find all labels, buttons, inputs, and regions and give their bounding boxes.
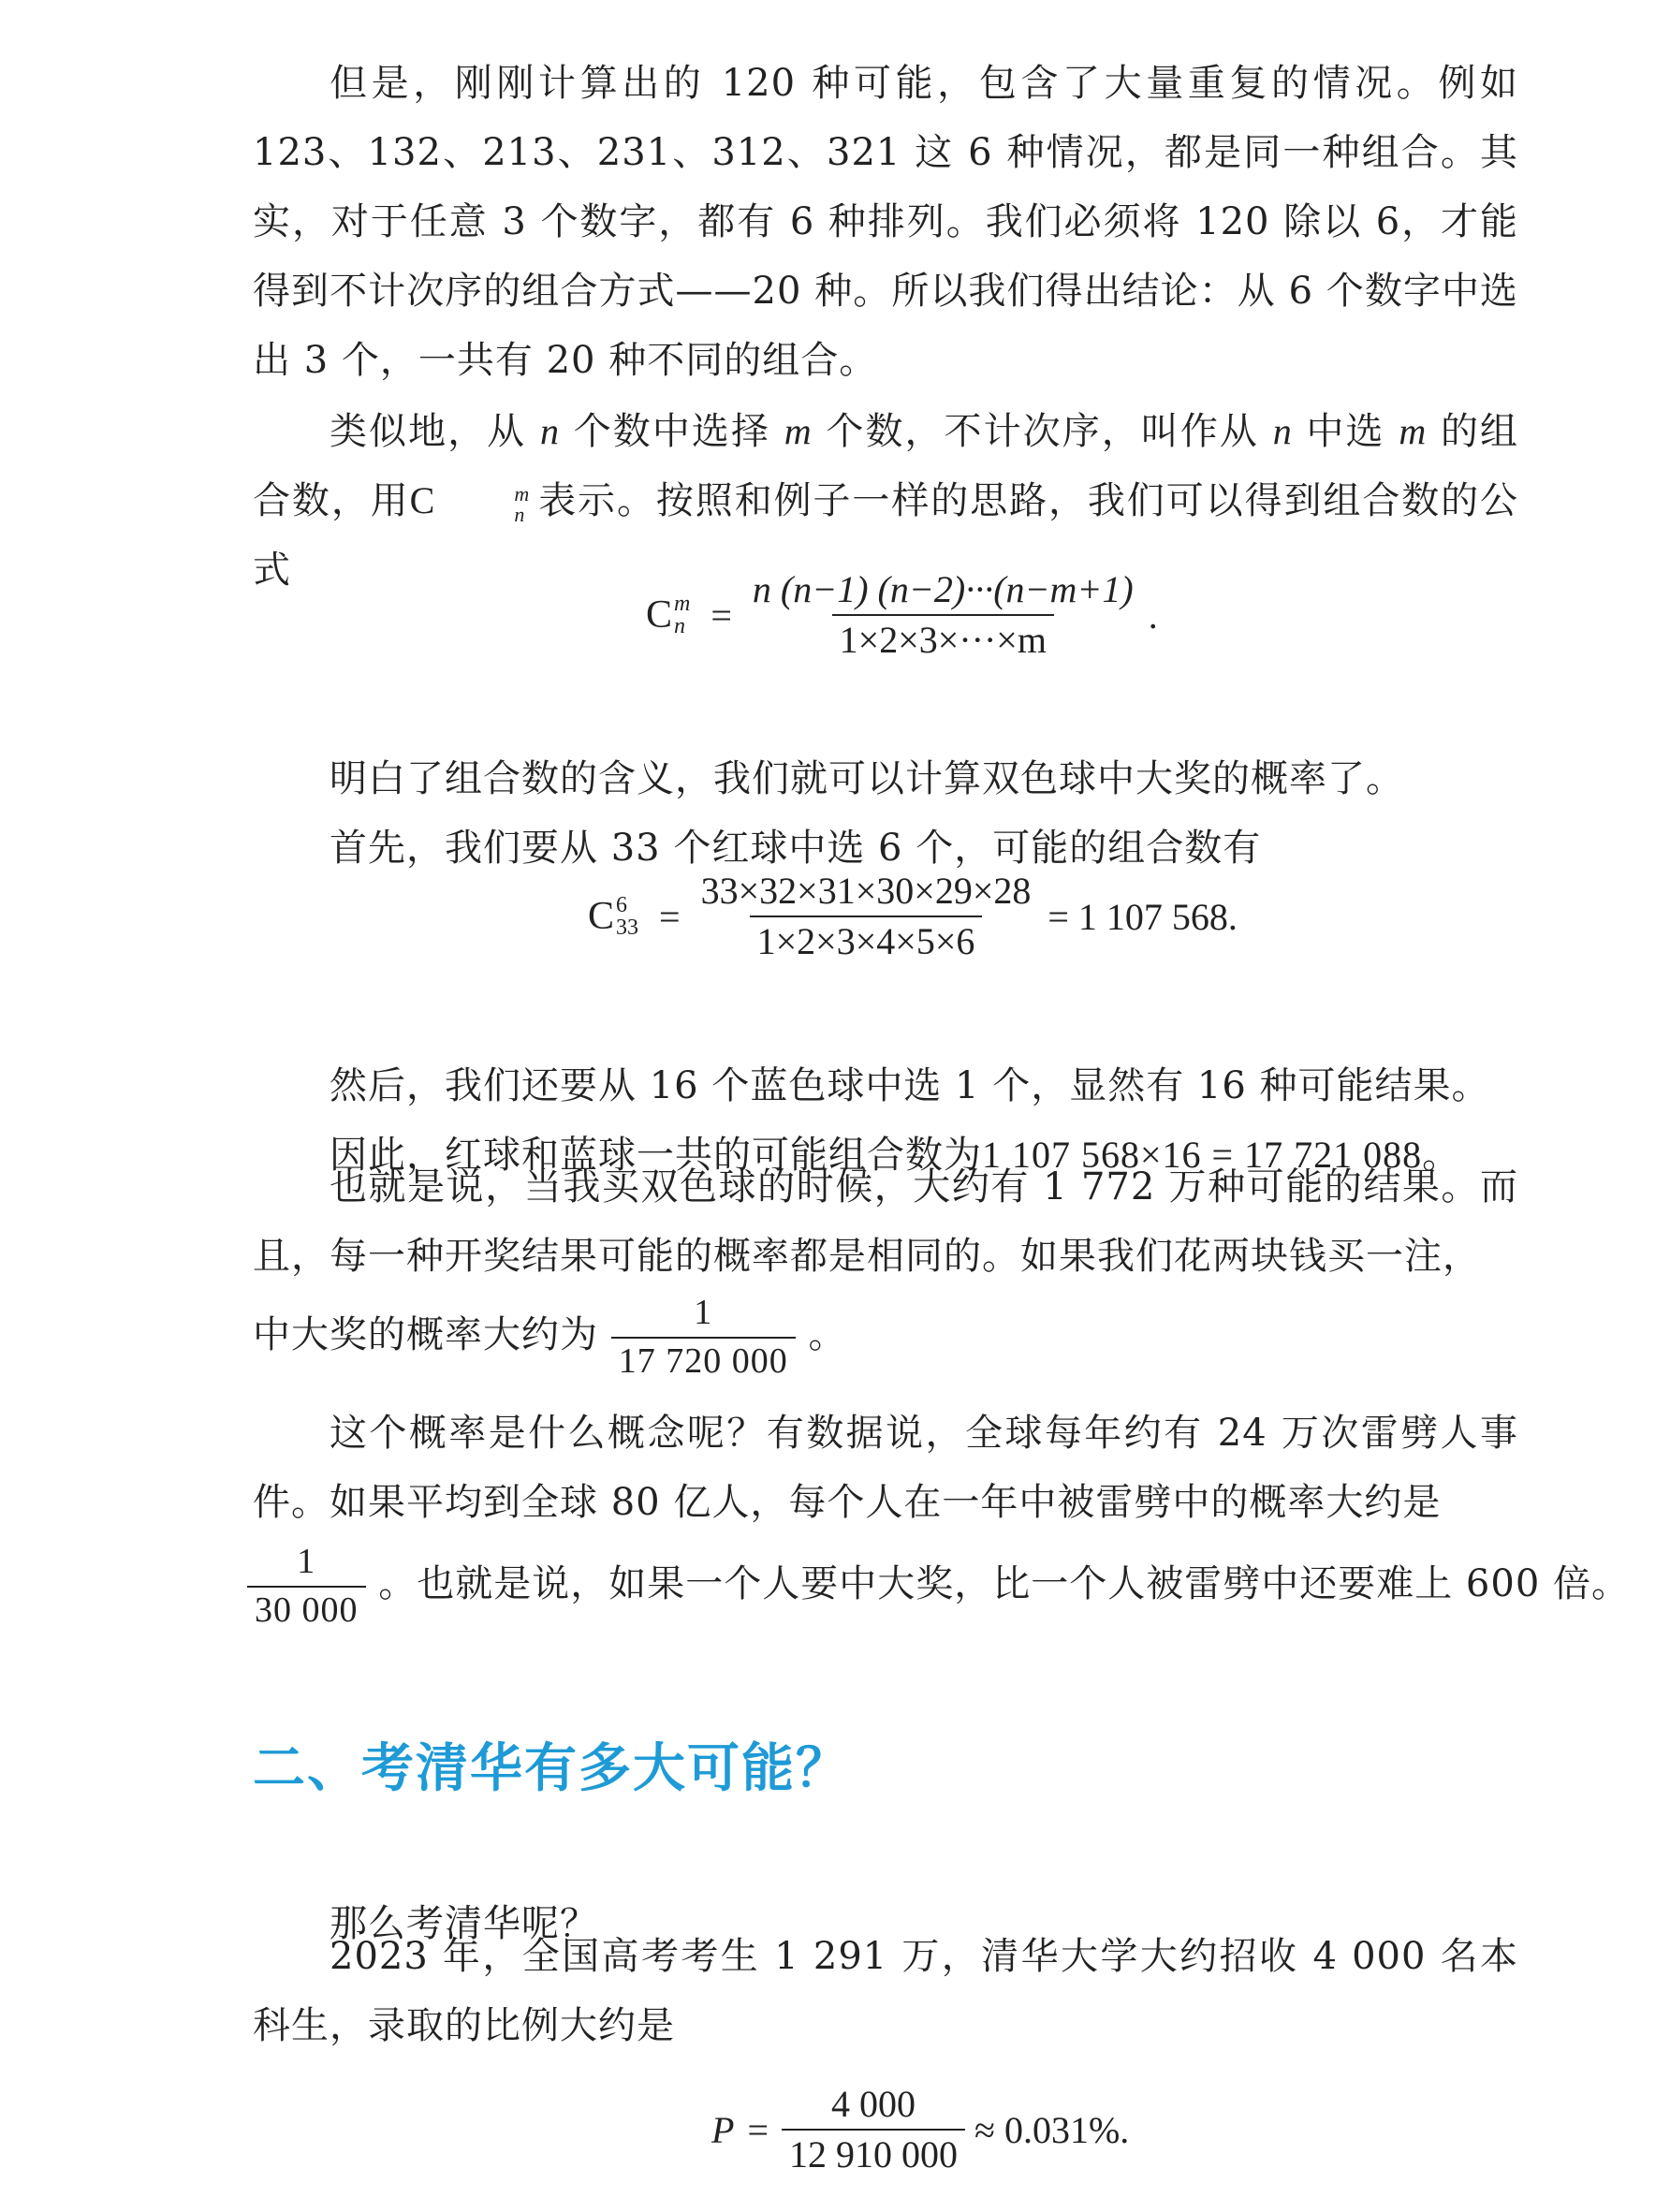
section-heading: 二、考清华有多大可能？ <box>253 1738 850 1799</box>
fraction-denominator: 12 910 000 <box>782 2129 965 2175</box>
fraction-denominator: 30 000 <box>247 1586 366 1631</box>
formula-result: = 1 107 568. <box>1047 895 1238 938</box>
fraction <box>745 569 1141 661</box>
paragraph-tsinghua-question: 那么考清华呢？ <box>330 1902 598 1945</box>
fraction-denominator: 17 720 000 <box>611 1337 796 1382</box>
paragraph-jackpot-probability <box>253 1294 846 1382</box>
variable-n: n <box>1272 410 1293 452</box>
fraction-denominator: 1×2×3×···×m <box>832 614 1054 661</box>
fraction <box>611 1294 796 1382</box>
variable-n: n <box>540 410 560 452</box>
text-segment: 因此，红球和蓝球一共的可能组合数为 <box>330 1134 982 1177</box>
fraction <box>247 1543 366 1631</box>
paragraph-meaning: 明白了组合数的含义，我们就可以计算双色球中大奖的概率了。 <box>330 757 1404 800</box>
paragraph-outcomes: 也就是说，当我买双色球的时候，大约有 1 772 万种可能的结果。而且，每一种开奖结果可能的概率都是相同的。如果我们花两块钱买一注， <box>253 1165 1518 1278</box>
text-segment: 中选 <box>1306 410 1385 453</box>
variable-m: m <box>1399 410 1428 452</box>
formula-c33 <box>588 871 1238 962</box>
formula-symbol: C <box>646 593 673 637</box>
formula-result: ≈ 0.031%. <box>974 2108 1130 2151</box>
fraction-numerator: n (n−1) (n−2)···(n−m+1) <box>752 568 1134 610</box>
formula-period: . <box>1148 593 1158 637</box>
paragraph-lightning: 这个概率是什么概念呢？有数据说，全球每年约有 24 万次雷劈人事件。如果平均到全球 80 亿人，每个人在一年中被雷劈中的概率大约是 <box>253 1412 1518 1524</box>
text-segment: 的组合数，用 <box>253 410 1519 522</box>
fraction-denominator: 1×2×3×4×5×6 <box>750 916 983 962</box>
formula-indices: m n <box>674 592 691 638</box>
fraction-numerator: 1 <box>694 1293 713 1332</box>
paragraph-admission: 2023 年，全国高考考生 1 291 万，清华大学大约招收 4 000 名本科生，录取的比例大约是 <box>253 1935 1518 2047</box>
text-segment: 个数中选择 <box>573 410 770 453</box>
equals-sign: = <box>659 895 681 938</box>
fraction <box>694 871 1039 962</box>
text-segment: 类似地，从 <box>330 410 527 453</box>
fraction-numerator: 1 <box>297 1542 316 1581</box>
text-segment: 。 <box>1422 1134 1461 1177</box>
fraction-numerator: 33×32×31×30×29×28 <box>700 870 1032 912</box>
inline-math: 1 107 568×16 = 17 721 088 <box>982 1134 1423 1176</box>
fraction <box>782 2084 965 2175</box>
text-segment: 个数，不计次序，叫作从 <box>826 410 1259 453</box>
equals-sign: = <box>747 2108 769 2151</box>
formula-indices: 6 33 <box>616 893 639 940</box>
equals-sign: = <box>710 593 732 637</box>
formula-combination <box>646 569 1158 661</box>
formula-admission-rate <box>711 2084 1129 2175</box>
inline-combination-symbol: C m n <box>409 479 531 526</box>
paragraph-red-balls: 首先，我们要从 33 个红球中选 6 个，可能的组合数有 <box>330 827 1262 870</box>
variable-m: m <box>784 410 813 452</box>
formula-symbol: C <box>588 895 615 938</box>
paragraph-combinations-intro: 但是，刚刚计算出的 120 种可能，包含了大量重复的情况。例如 123、132、213、231、312、321 这 6 种情况，都是同一种组合。其实，对于任意 3 个数字，都有 6 种排列。我们必须将 120 除以 6，才能得到不计次序的组合方式——20 种。所以我们得出结论：从 6 个数字中选出 3 个，一共有 20 种不同的组合。 <box>253 62 1518 382</box>
text-segment: 表示。按照和例子一样的思路，我们可以得到组合数的公式 <box>253 479 1519 592</box>
text-segment: 中大奖的概率大约为 <box>253 1312 598 1356</box>
text-segment: 。 <box>808 1312 847 1356</box>
paragraph-lightning-probability <box>247 1543 1630 1631</box>
text-segment: 。也就是说，如果一个人要中大奖，比一个人被雷劈中还要难上 600 倍。 <box>378 1561 1630 1605</box>
fraction-numerator: 4 000 <box>831 2083 916 2125</box>
formula-symbol: P <box>711 2108 735 2151</box>
paragraph-blue-balls: 然后，我们还要从 16 个蓝色球中选 1 个，显然有 16 种可能结果。 <box>330 1064 1490 1107</box>
